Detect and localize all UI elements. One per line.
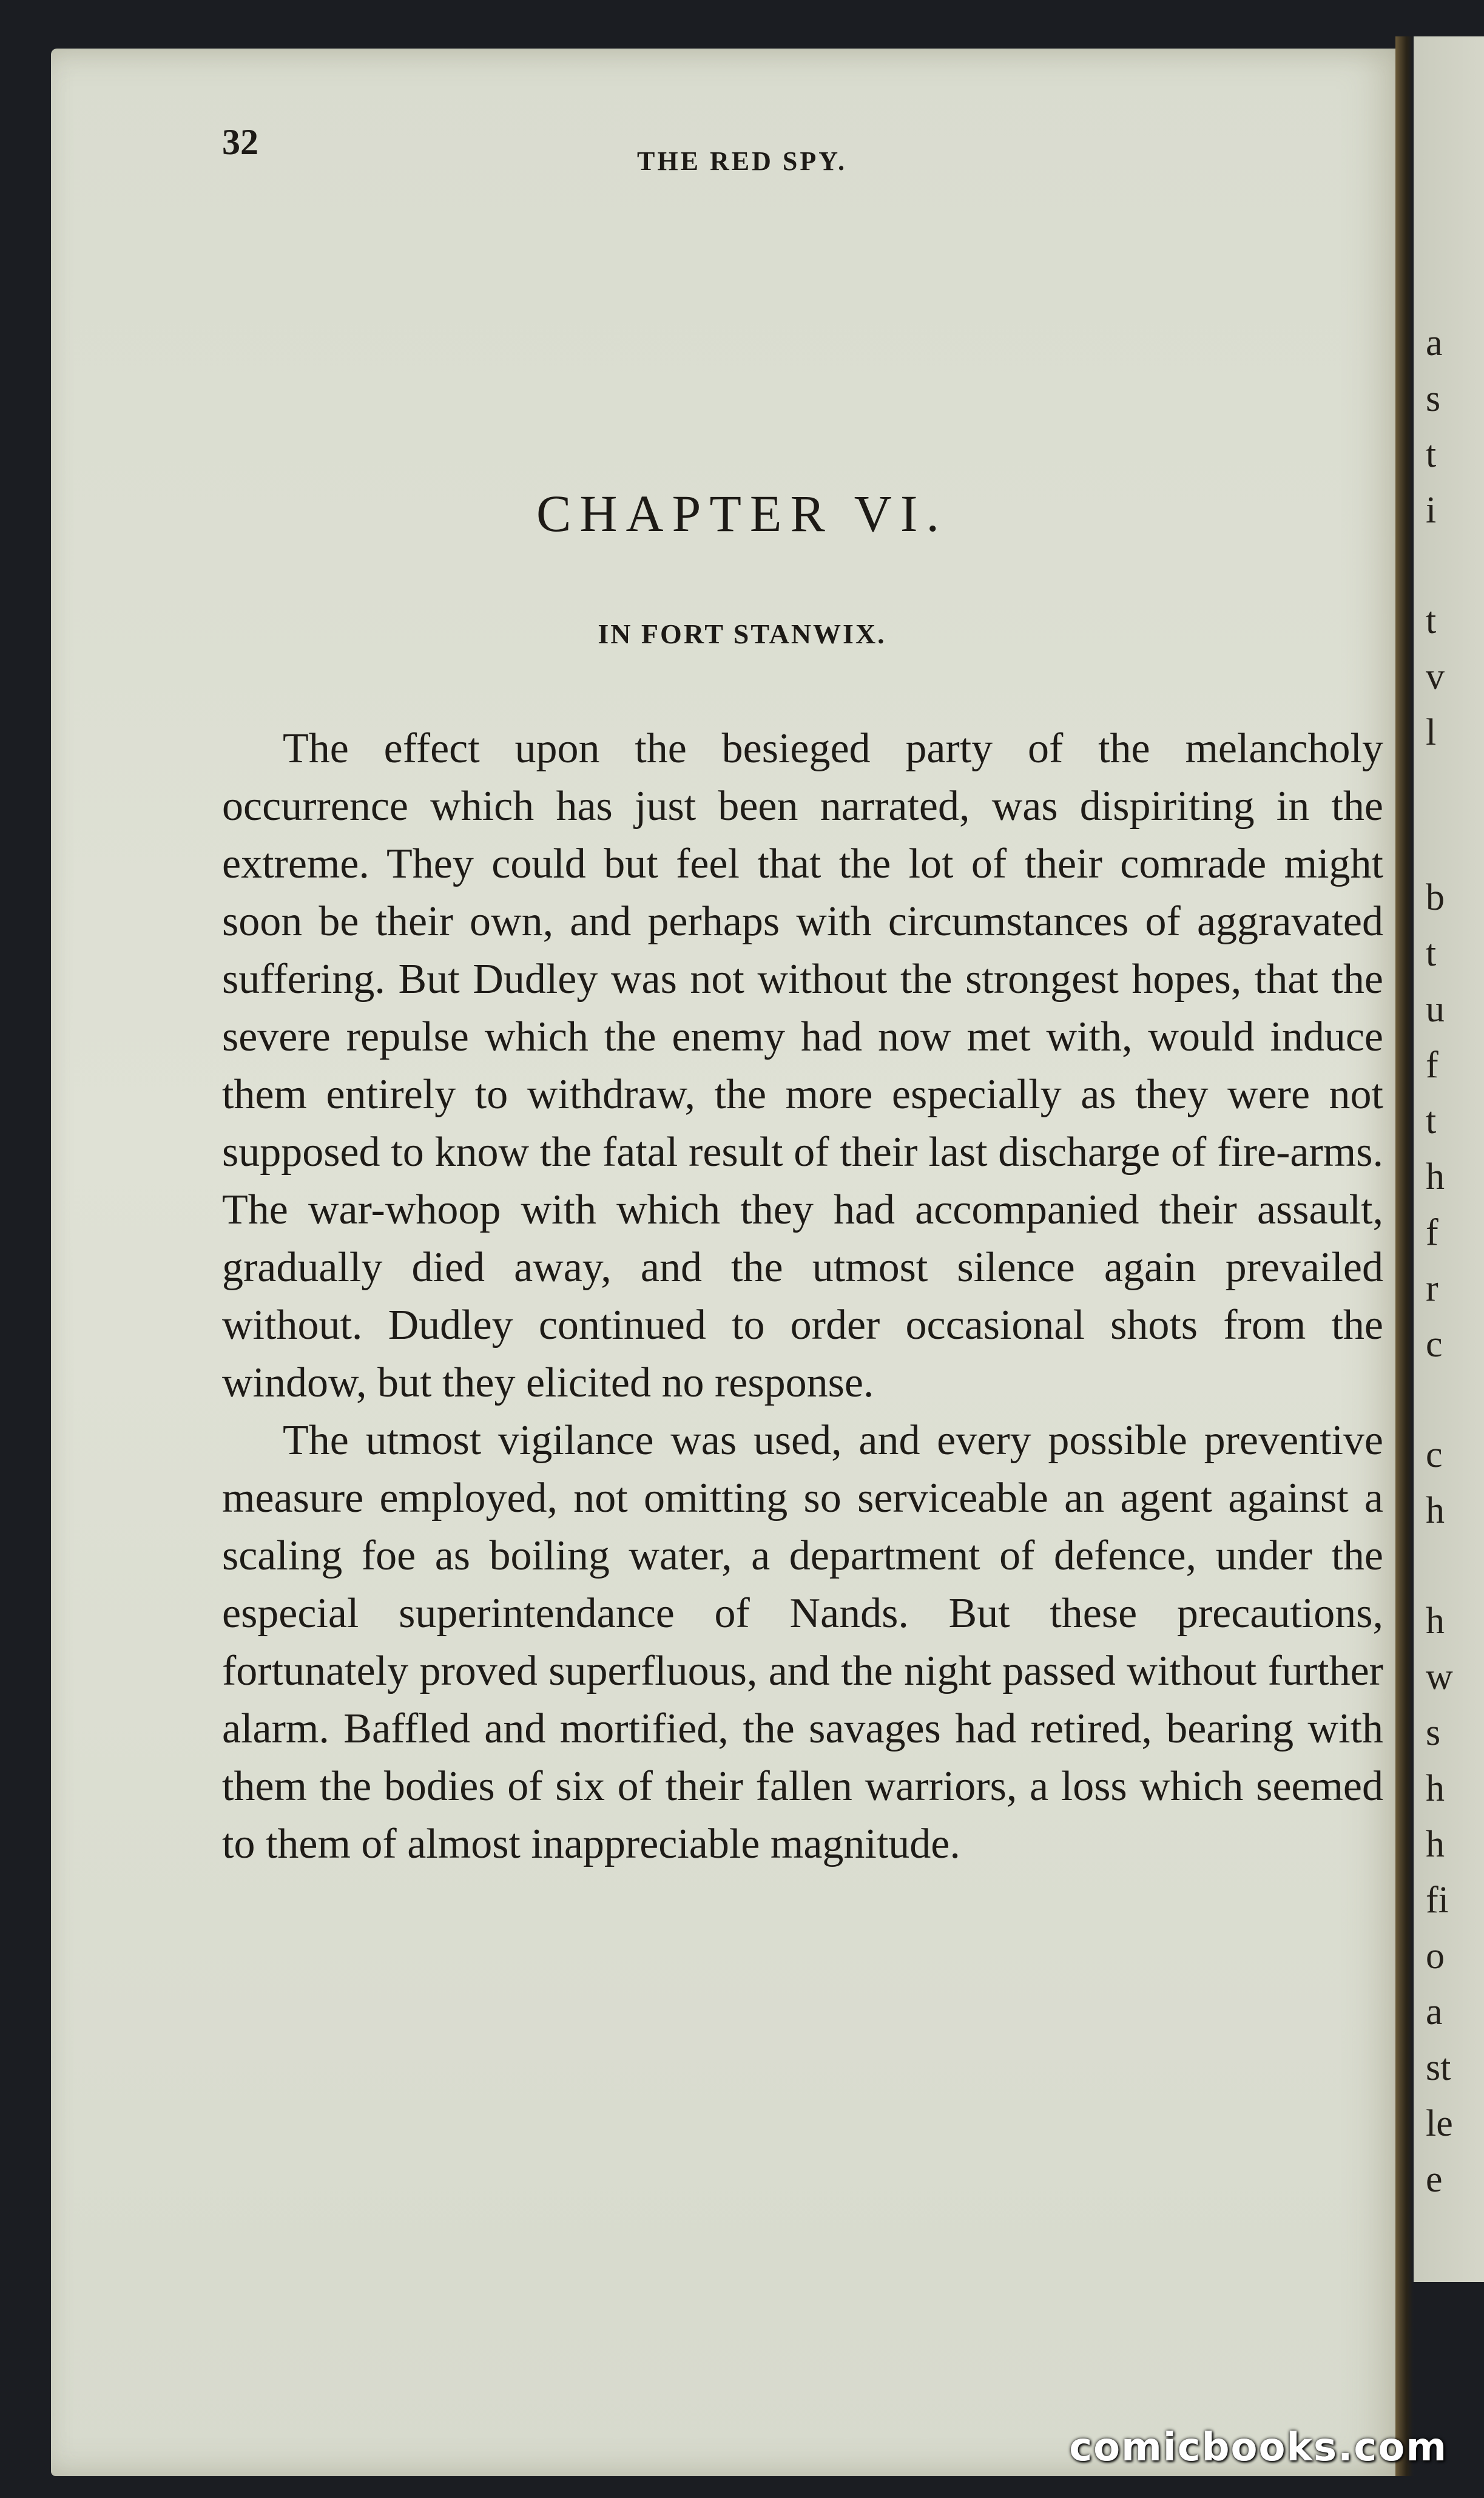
facing-page-letter: h [1426,1490,1445,1531]
facing-page-letter: a [1426,1991,1443,2033]
facing-page-letter: s [1426,378,1441,419]
facing-page-letter: e [1426,2159,1443,2200]
paragraph: The utmost vigilance was used, and every possible preventive measure employed, not omitting so serviceable an agent against a scaling foe as boiling water, a department of defence, under the especial superintendance of Nands. But these precautions, fortunately proved superfluous, and the night passed without further alarm. Baffled and mortified, the savages had retired, bearing with them the bodies of six of their fallen warriors, a loss which seemed to them of almost inappreciable magnitude. [222,1417,1383,1867]
facing-page-edge [1414,36,1484,2282]
facing-page-letter: v [1426,656,1445,697]
facing-page-letter: t [1426,933,1437,974]
watermark: comicbooks.com [1069,2425,1448,2470]
chapter-title: CHAPTER VI. [536,484,948,543]
facing-page-letter: s [1426,1712,1441,1753]
facing-page-letter: w [1426,1656,1453,1697]
facing-page-letter: t [1426,434,1437,475]
facing-page-letter: t [1426,1100,1437,1142]
facing-page-letter: h [1426,1824,1445,1865]
facing-page-letter: f [1426,1044,1438,1086]
facing-page-letter: i [1426,490,1437,531]
facing-page-letter: le [1426,2103,1453,2144]
chapter-subtitle: IN FORT STANWIX. [598,618,886,649]
book-gutter [1395,36,1414,2476]
facing-page-letter: h [1426,1600,1445,1642]
running-head: THE RED SPY. [637,146,847,176]
facing-page-letter: u [1426,989,1445,1030]
body-text [222,720,1383,1873]
facing-page-letter: b [1426,877,1445,918]
facing-page-letter: l [1426,712,1437,753]
facing-page-letter: c [1426,1434,1443,1475]
facing-page-letter: h [1426,1768,1445,1809]
facing-page-letter: c [1426,1324,1443,1365]
facing-page-letter: a [1426,322,1443,364]
facing-page-letter: st [1426,2047,1451,2088]
facing-page-letter: o [1426,1935,1445,1977]
facing-page-letter: h [1426,1156,1445,1197]
facing-page-letter: f [1426,1212,1438,1253]
facing-page-letter: fi [1426,1880,1449,1921]
facing-page-letter: t [1426,600,1437,641]
paragraph: The effect upon the besieged party of the melancholy occurrence which has just been narrated, was dispiriting in the extreme. They could but feel that the lot of their comrade might soon be their own, and perhaps with circumstances of aggravated suffering. But Dudley was not without the strongest hopes, that the severe repulse which the enemy had now met with, would induce them entirely to withdraw, the more especially as they were not supposed to know the fatal result of their last discharge of fire-arms. The war-whoop with which they had accompanied their assault, gradually died away, and the utmost silence again prevailed without. Dudley continued to order occasional shots from the window, but they elicited no response. [222,725,1383,1406]
page-number: 32 [222,122,258,162]
facing-page-letter: r [1426,1268,1438,1309]
